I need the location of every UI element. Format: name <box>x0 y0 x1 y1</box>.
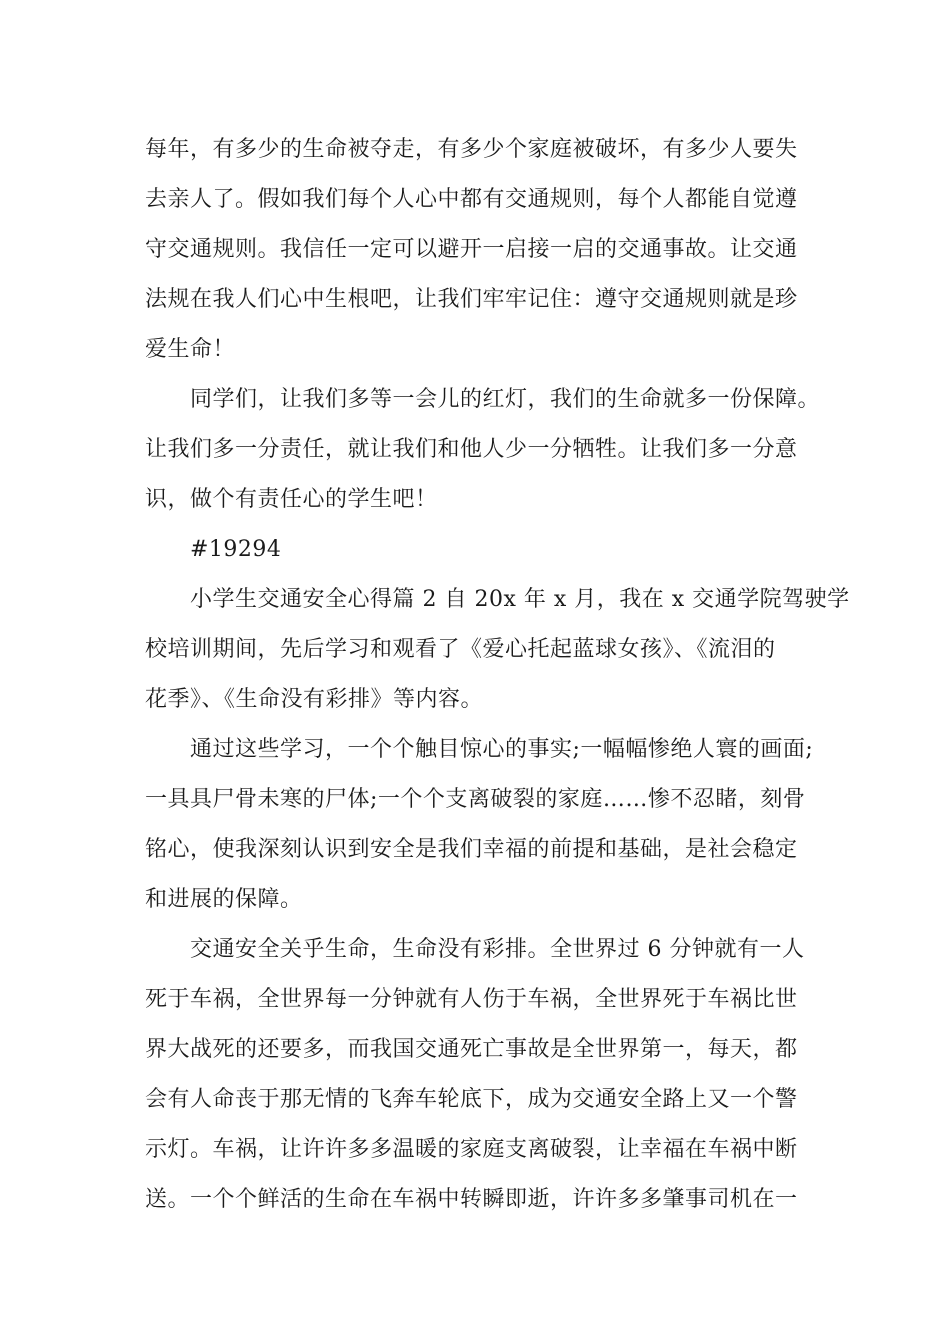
text-line: 花季》、《生命没有彩排》等内容。 <box>145 687 484 712</box>
text-line: 识，做个有责任心的学生吧！ <box>145 487 438 512</box>
text-line: 爱生命！ <box>145 337 236 362</box>
text-line: 一具具尸骨未寒的尸体;一个个支离破裂的家庭……惨不忍睹，刻骨 <box>145 787 806 812</box>
text-line: 死于车祸，全世界每一分钟就有人伤于车祸，全世界死于车祸比世 <box>145 987 798 1012</box>
text-line: 通过这些学习，一个个触目惊心的事实;一幅幅惨绝人寰的画面; <box>190 737 814 762</box>
text-line: 同学们，让我们多等一会儿的红灯，我们的生命就多一份保障。 <box>190 387 821 412</box>
text-line: 小学生交通安全心得篇 2 自 20x 年 x 月，我在 x 交通学院驾驶学 <box>190 587 850 612</box>
text-line: 守交通规则。我信任一定可以避开一启接一启的交通事故。让交通 <box>145 237 798 262</box>
text-line: 校培训期间，先后学习和观看了《爱心托起蓝球女孩》、《流泪的 <box>145 637 776 662</box>
text-line: 送。一个个鲜活的生命在车祸中转瞬即逝，许许多多肇事司机在一 <box>145 1187 798 1212</box>
document-id: #19294 <box>190 537 282 562</box>
text-line: 界大战死的还要多，而我国交通死亡事故是全世界第一，每天，都 <box>145 1037 798 1062</box>
text-line: 去亲人了。假如我们每个人心中都有交通规则，每个人都能自觉遵 <box>145 187 798 212</box>
text-line: 会有人命丧于那无情的飞奔车轮底下，成为交通安全路上又一个警 <box>145 1087 798 1112</box>
text-line: 铭心，使我深刻认识到安全是我们幸福的前提和基础，是社会稳定 <box>145 837 798 862</box>
text-line: 和进展的保障。 <box>145 887 303 912</box>
text-line: 每年，有多少的生命被夺走，有多少个家庭被破坏，有多少人要失 <box>145 137 798 162</box>
text-line: 示灯。车祸，让许许多多温暖的家庭支离破裂，让幸福在车祸中断 <box>145 1137 798 1162</box>
text-line: 法规在我人们心中生根吧，让我们牢牢记住：遵守交通规则就是珍 <box>145 287 798 312</box>
text-line: 让我们多一分责任，就让我们和他人少一分牺牲。让我们多一分意 <box>145 437 798 462</box>
text-line: 交通安全关乎生命，生命没有彩排。全世界过 6 分钟就有一人 <box>190 937 805 962</box>
